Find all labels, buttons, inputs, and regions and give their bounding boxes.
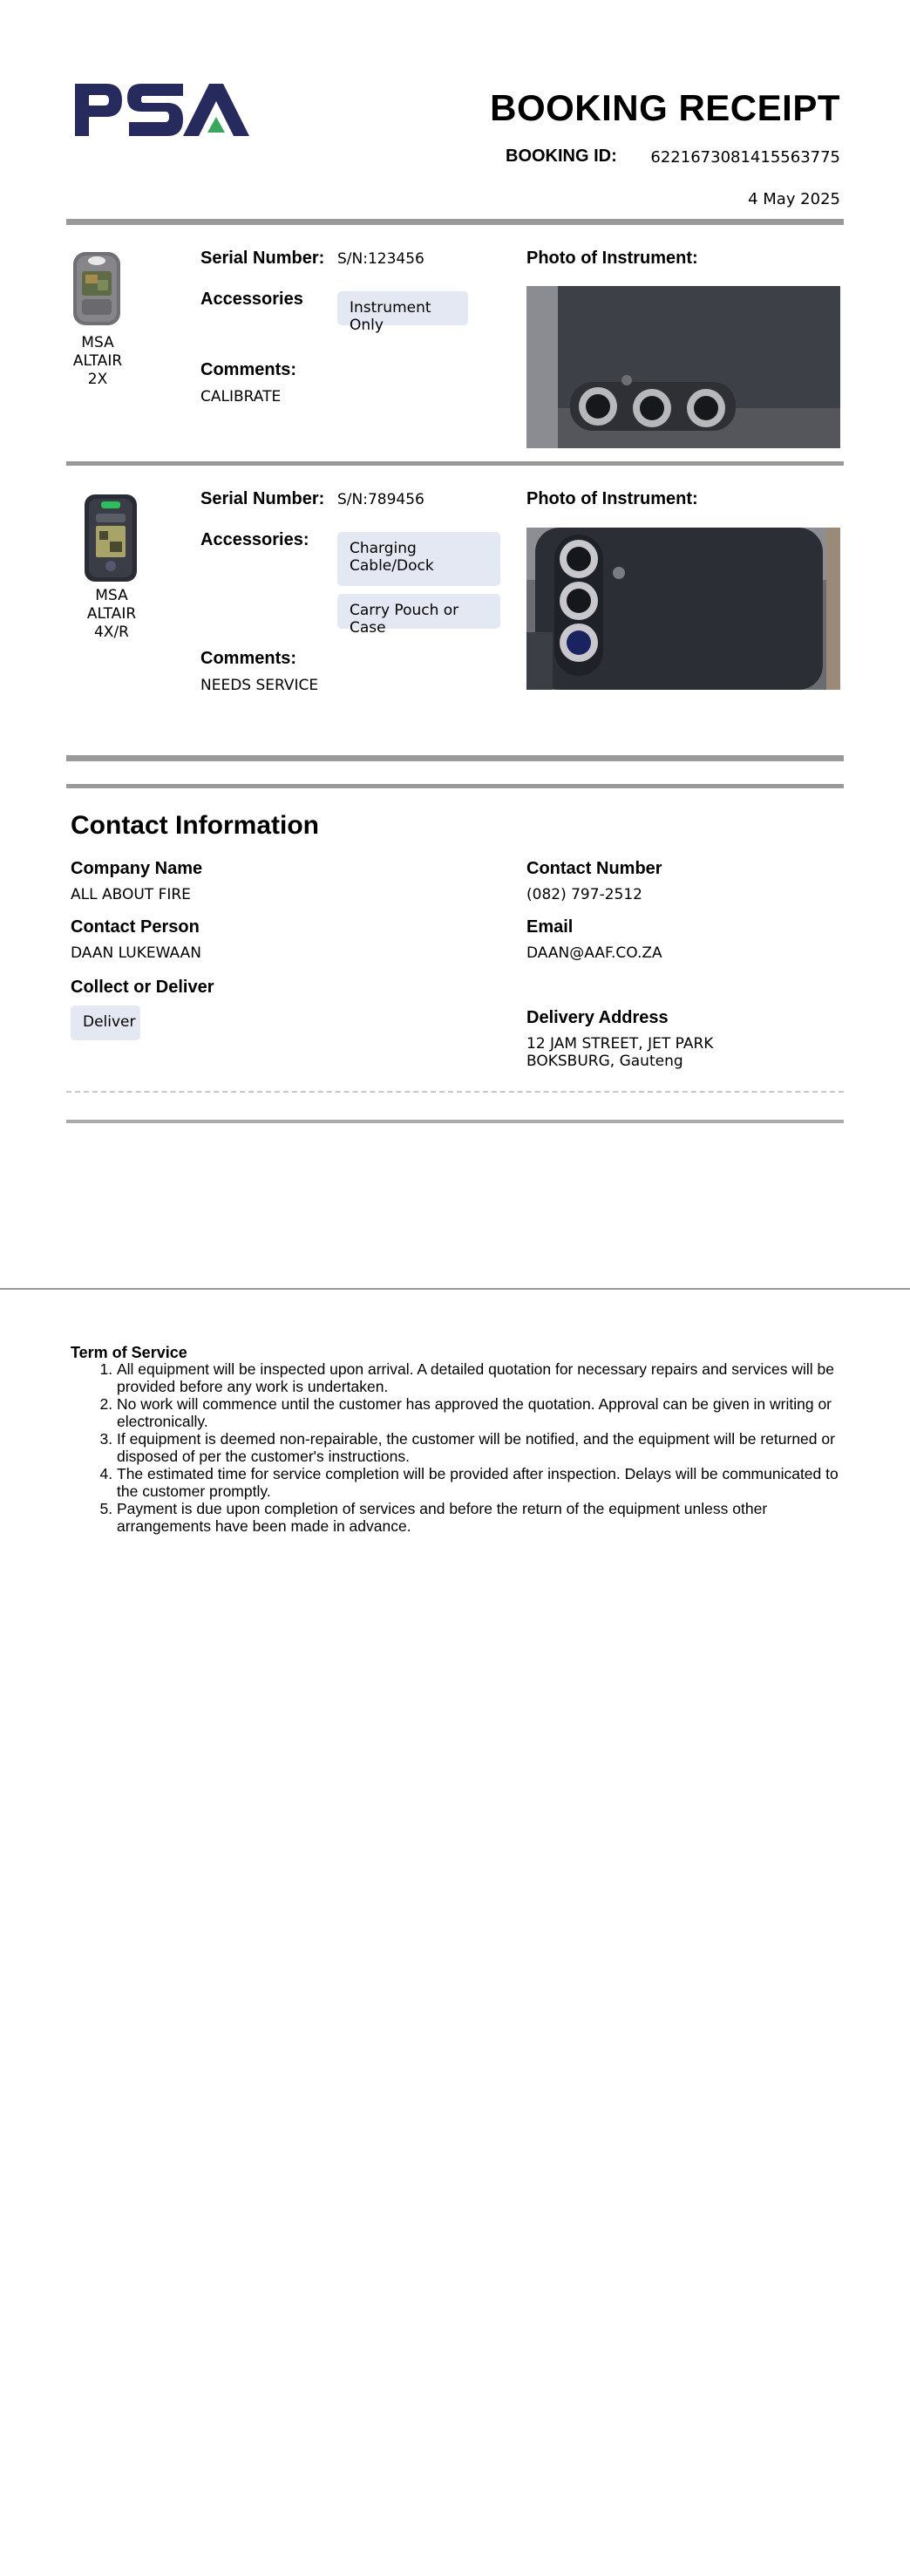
accessory-chip: Instrument Only <box>337 291 468 325</box>
company-name-label: Company Name <box>71 859 203 878</box>
collect-or-deliver-chip: Deliver <box>71 1005 140 1040</box>
email-label: Email <box>526 917 574 937</box>
photo-label: Photo of Instrument: <box>526 489 698 508</box>
contact-section-title: Contact Information <box>71 811 319 840</box>
terms-item: 4. The estimated time for service completion will be provided after inspection. Delays will be communicated to the customer promptly. <box>117 1465 846 1500</box>
contact-number-value: (082) 797-2512 <box>526 886 642 903</box>
section-divider <box>66 784 844 788</box>
serial-number-value: S/N:789456 <box>337 491 424 508</box>
device-image-altair-4xr <box>82 491 139 589</box>
booking-id-label: BOOKING ID: <box>506 147 617 166</box>
contact-number-label: Contact Number <box>526 859 662 878</box>
receipt-date: 4 May 2025 <box>748 190 840 208</box>
psa-logo <box>71 78 251 141</box>
contact-person-label: Contact Person <box>71 917 200 937</box>
page-break-rule <box>0 1288 910 1290</box>
device-name: MSA ALTAIR 2X <box>72 334 123 388</box>
terms-title: Term of Service <box>71 1344 187 1361</box>
delivery-address-label: Delivery Address <box>526 1008 669 1027</box>
delivery-address-line1: 12 JAM STREET, JET PARK <box>526 1035 714 1053</box>
serial-number-label: Serial Number: <box>200 489 325 508</box>
email-value: DAAN@AAF.CO.ZA <box>526 944 662 962</box>
dashed-divider <box>66 1091 844 1093</box>
accessories-label: Accessories <box>200 290 303 309</box>
accessories-label: Accessories: <box>200 530 309 549</box>
terms-item: 1. All equipment will be inspected upon arrival. A detailed quotation for necessary repairs and services will be provided before any work is undertaken. <box>117 1360 846 1395</box>
instrument-photo <box>526 286 840 448</box>
terms-list <box>71 1360 846 1535</box>
section-divider <box>66 1120 844 1123</box>
company-name-value: ALL ABOUT FIRE <box>71 886 191 903</box>
header-divider <box>66 219 844 225</box>
comments-value: NEEDS SERVICE <box>200 677 319 694</box>
accessory-chip: Carry Pouch or Case <box>337 594 500 629</box>
terms-item: 2. No work will commence until the customer has approved the quotation. Approval can be given in writing or electronically. <box>117 1395 846 1430</box>
terms-item: 3. If equipment is deemed non-repairable, the customer will be notified, and the equipment will be returned or disposed of per the customer's instructions. <box>117 1430 846 1465</box>
terms-item: 5. Payment is due upon completion of services and before the return of the equipment unless other arrangements have been made in advance. <box>117 1500 846 1535</box>
serial-number-label: Serial Number: <box>200 249 325 268</box>
booking-id-value: 6221673081415563775 <box>650 148 840 167</box>
instrument-photo <box>526 528 840 690</box>
comments-label: Comments: <box>200 649 297 668</box>
delivery-address-line2: BOKSBURG, Gauteng <box>526 1053 683 1070</box>
section-divider <box>66 755 844 761</box>
device-name: MSA ALTAIR 4X/R <box>86 587 137 641</box>
comments-label: Comments: <box>200 360 297 379</box>
contact-person-value: DAAN LUKEWAAN <box>71 944 201 962</box>
comments-value: CALIBRATE <box>200 388 282 405</box>
instrument-divider <box>66 461 844 466</box>
collect-or-deliver-label: Collect or Deliver <box>71 978 214 997</box>
accessory-chip: Charging Cable/Dock <box>337 532 500 586</box>
device-image-altair-2x <box>68 249 126 333</box>
serial-number-value: S/N:123456 <box>337 250 424 268</box>
photo-label: Photo of Instrument: <box>526 249 698 268</box>
page-title: BOOKING RECEIPT <box>490 87 840 128</box>
